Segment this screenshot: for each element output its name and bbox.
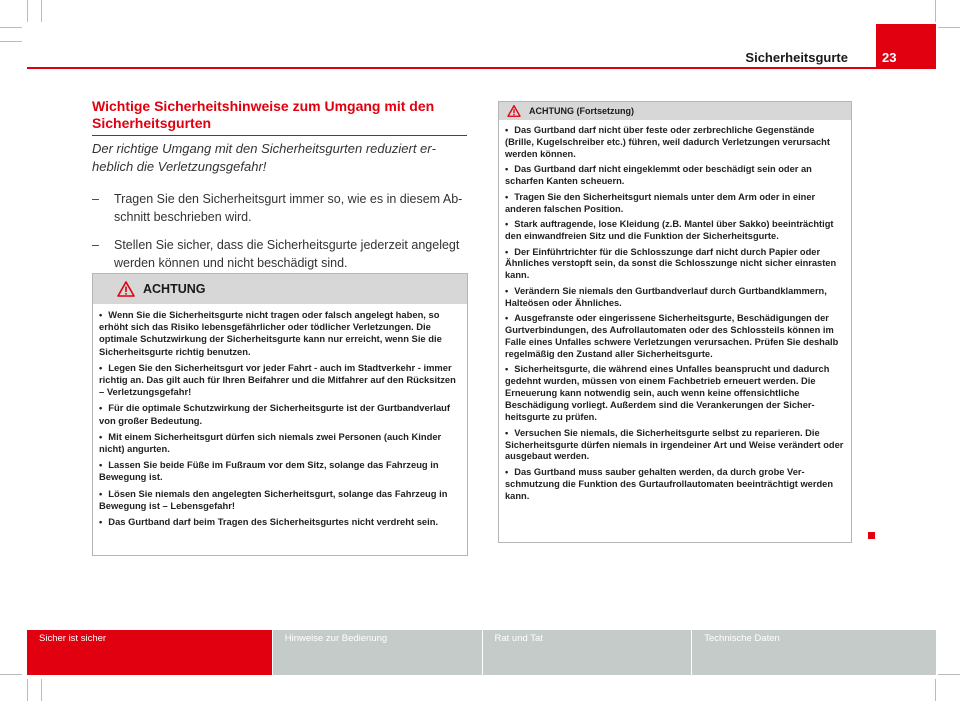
warning-box-continued — [498, 101, 852, 543]
bullet-icon: • — [505, 313, 509, 324]
crop-mark — [935, 0, 936, 22]
list-item — [99, 488, 460, 512]
warning-text: Lassen Sie beide Füße im Fußraum vor dem Sitz, solange das Fahrzeug in Bewegung ist. — [99, 459, 439, 483]
page-number: 23 — [876, 24, 936, 67]
list-item — [99, 431, 460, 455]
warning-triangle-icon — [507, 105, 521, 117]
tab-hinweise-zur-bedienung[interactable] — [273, 630, 482, 675]
bullet-icon: • — [99, 430, 103, 442]
list-item — [505, 219, 844, 243]
warning-text: Tragen Sie den Sicherheitsgurt niemals unter dem Arm oder in einer anderen falschen Position. — [505, 191, 816, 214]
warning-text: Das Gurtband darf nicht eingeklemmt oder beschädigt sein oder an scharfen Kanten scheuern. — [505, 164, 812, 187]
warning-text: Der Einführtrichter für die Schlosszunge darf nicht durch Papier oder Ähnliches verstopft sein, da sonst die Schlosszunge nicht sicher einrasten kann. — [505, 246, 837, 281]
crop-mark — [41, 0, 42, 22]
crop-mark — [27, 679, 28, 701]
warning-text: Mit einem Sicherheitsgurt dürfen sich niemals zwei Personen (auch Kinder nicht) angurten. — [99, 430, 442, 455]
list-item — [505, 467, 844, 503]
crop-mark — [0, 27, 22, 28]
crop-mark — [938, 27, 960, 28]
warning-text: Wenn Sie die Sicherheitsgurte nicht tragen oder falsch angelegt haben, so erhöht sich das Risiko lebensgefährlicher oder tödlicher Verletzungen. Die optimale Schutzwirkung der Sicherheitsgurte kann nur erreicht, wenn Sie die Sicherheitsgurte richtig benutzen. — [99, 309, 442, 357]
bullet-icon: • — [505, 246, 509, 257]
warning-body — [93, 304, 467, 528]
warning-text: Das Gurtband darf beim Tragen des Sicherheitsgurtes nicht verdreht sein. — [108, 516, 439, 528]
crop-mark — [0, 41, 22, 42]
warning-text: Das Gurtband darf nicht über feste oder zerbrechliche Gegenstände (Brille, Kugelschreiber etc.) führen, weil dadurch Verletzungen verursacht werden können. — [505, 125, 830, 159]
tab-label: Hinweise zur Bedienung — [284, 633, 388, 644]
section-end-marker — [868, 532, 875, 539]
page-title: Sicherheitsgurte — [745, 50, 848, 65]
warning-text: Für die optimale Schutzwirkung der Sicherheitsgurte ist der Gurtbandverlauf von großer Bedeutung. — [99, 402, 451, 426]
warning-body — [499, 120, 851, 503]
list-item — [505, 364, 844, 424]
step-text: Stellen Sie sicher, dass die Sicherheitsgurte jederzeit angelegt werden können und nicht beschädigt sind. — [114, 238, 460, 270]
crop-mark — [0, 674, 22, 675]
bullet-icon: • — [505, 466, 509, 477]
bullet-icon: • — [99, 309, 103, 320]
warning-triangle-icon — [117, 281, 135, 297]
intro-text: Der richtige Umgang mit den Sicherheitsgurten reduziert erheblich die Verletzungsgefahr! — [92, 141, 436, 174]
list-item — [505, 247, 844, 283]
crop-mark — [938, 674, 960, 675]
bullet-icon: • — [505, 164, 509, 175]
list-item — [505, 125, 844, 161]
list-item — [99, 516, 460, 528]
list-item — [99, 309, 460, 358]
tab-label: Technische Daten — [704, 633, 780, 644]
bullet-icon: • — [505, 364, 509, 375]
warning-text: Legen Sie den Sicherheitsgurt vor jeder Fahrt - auch im Stadtverkehr - immer richtig an. Das gilt auch für Ihren Beifahrer und die Mitfahrer auf den Rücksitzen – Verletzungsgefahr! — [99, 361, 456, 398]
bullet-icon: • — [99, 516, 103, 528]
list-item — [505, 313, 844, 361]
bullet-icon: • — [505, 285, 509, 296]
bullet-icon: • — [505, 427, 509, 438]
warning-text: Lösen Sie niemals den angelegten Sicherheitsgurt, solange das Fahrzeug in Bewegung ist – Lebensgefahr! — [99, 487, 448, 511]
list-item — [99, 362, 460, 399]
tab-technische-daten[interactable] — [692, 630, 936, 675]
list-item — [92, 236, 472, 272]
bullet-icon: • — [99, 459, 103, 471]
warning-title: ACHTUNG — [143, 282, 206, 296]
warning-box — [92, 273, 468, 556]
warning-title: ACHTUNG (Fortsetzung) — [529, 106, 634, 116]
tab-rat-und-tat[interactable] — [483, 630, 692, 675]
warning-text: Das Gurtband muss sauber gehalten werden, da durch grobe Verschmutzung die Funktion des Gurtaufrollautomaten beeinträchtigt werden kann. — [505, 466, 833, 501]
warning-text: Verändern Sie niemals den Gurtbandverlauf durch Gurtbandklammern, Halteösen oder Ähnliches. — [505, 285, 827, 308]
list-item — [505, 164, 844, 188]
crop-mark — [41, 679, 42, 701]
dash-icon: – — [92, 238, 99, 252]
bullet-icon: • — [99, 487, 103, 499]
list-item — [505, 192, 844, 216]
list-item — [505, 286, 844, 310]
warning-header — [499, 102, 851, 120]
step-text: Tragen Sie den Sicherheitsgurt immer so, wie es in diesem Abschnitt beschrieben wird. — [114, 192, 463, 224]
list-item — [99, 402, 460, 426]
warning-text: Ausgefranste oder eingerissene Sicherheitsgurte, Beschädigungen der Gurtverbindungen, des Aufrollautomaten oder des Schlossteils können im Falle eines Unfalles schwere Verletzungen verursachen. Prüfen Sie deshalb regelmäßig den Zustand aller Sicherheitsgurte. — [505, 313, 839, 359]
list-item — [505, 428, 844, 464]
list-item — [92, 190, 472, 226]
crop-mark — [27, 0, 28, 22]
tab-sicher-ist-sicher[interactable] — [27, 630, 272, 675]
bullet-icon: • — [505, 191, 509, 202]
header-rule — [27, 67, 936, 69]
section-heading: Wichtige Sicherheitshinweise zum Umgang mit den Sicherheitsgurten — [92, 98, 467, 136]
bullet-icon: • — [505, 125, 509, 135]
tab-label: Sicher ist sicher — [39, 633, 107, 644]
warning-text: Sicherheitsgurte, die während eines Unfalles beansprucht und dadurch gedehnt wurden, müssen von einem Fachbetrieb erneuert werden. Die Erneuerung kann notwendig sein, auch wenn keine offensichtliche Beschädigung vorliegt. Außerdem sind die Verankerungen der Sicherheitsgurte zu prüfen. — [505, 364, 830, 423]
chapter-nav — [27, 630, 936, 675]
warning-text: Versuchen Sie niemals, die Sicherheitsgurte selbst zu reparieren. Die Sicherheitsgurte dürfen niemals in irgendeiner Art und Weise verändert oder ausgebaut werden. — [505, 427, 844, 462]
warning-header — [93, 274, 467, 304]
bullet-icon: • — [505, 219, 509, 230]
list-item — [99, 459, 460, 483]
step-list — [92, 190, 472, 282]
bullet-icon: • — [99, 361, 103, 373]
warning-text: Stark auftragende, lose Kleidung (z.B. Mantel über Sakko) beeinträchtigt den einwandfreien Sitz und die Funktion der Sicherheitsgurte. — [505, 219, 834, 242]
bullet-icon: • — [99, 402, 103, 414]
dash-icon: – — [92, 192, 99, 206]
crop-mark — [935, 679, 936, 701]
tab-label: Rat und Tat — [494, 633, 543, 644]
